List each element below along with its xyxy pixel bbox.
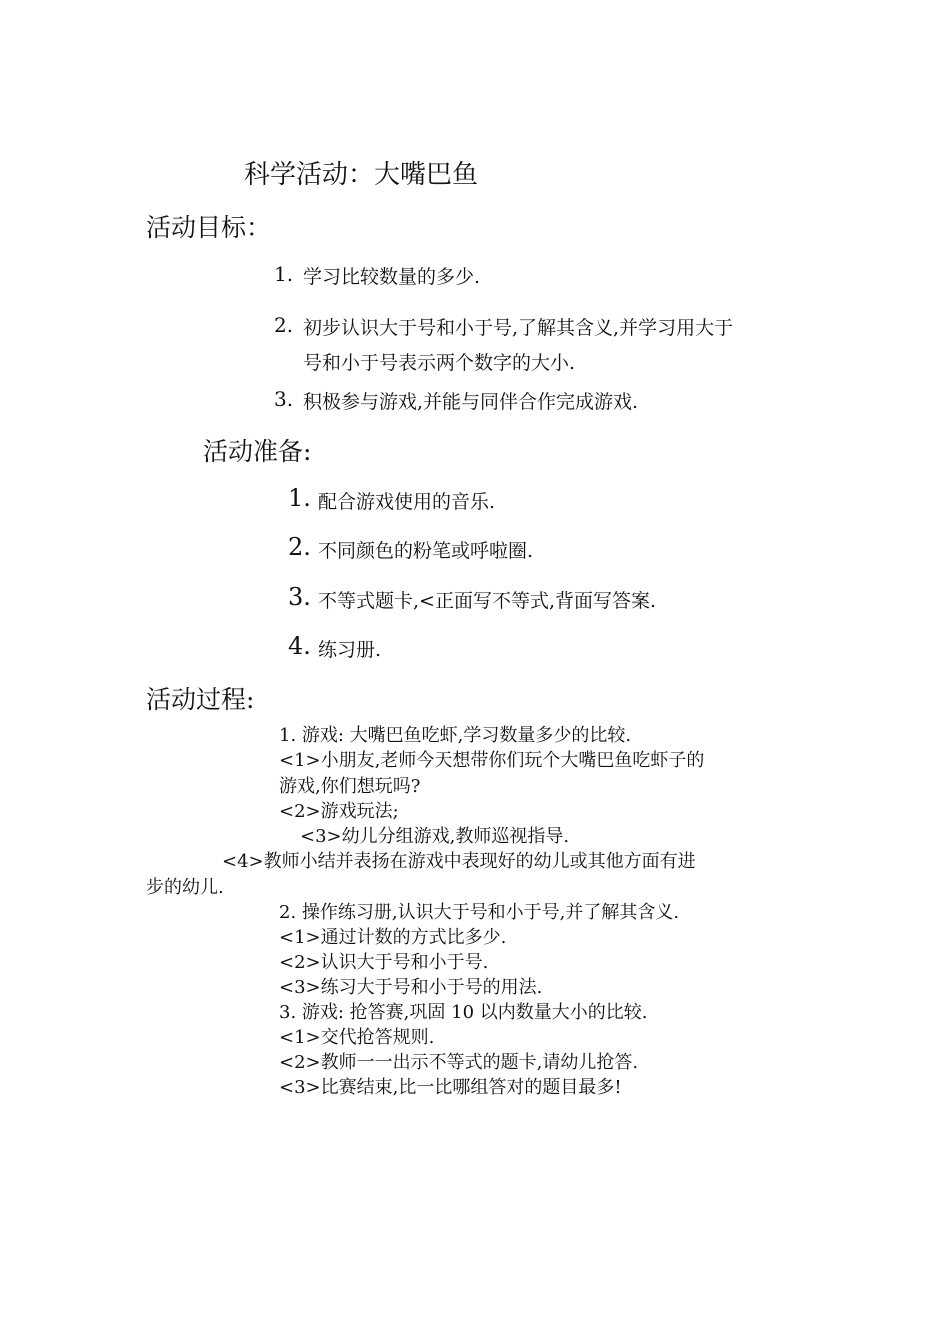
process-line: 3. 游戏: 抢答赛,巩固 10 以内数量大小的比较.: [279, 1002, 648, 1023]
prep-2-text: 不同颜色的粉笔或呼啦圈.: [318, 540, 534, 562]
process-line: <3>练习大于号和小于号的用法.: [279, 977, 543, 998]
goal-2-text-line-1: 初步认识大于号和小于号,了解其含义,并学习用大于: [303, 317, 734, 339]
goal-2-number: 2.: [274, 313, 294, 337]
prep-3-text: 不等式题卡,<正面写不等式,背面写答案.: [318, 590, 657, 612]
process-line: <1>交代抢答规则.: [279, 1027, 435, 1048]
prep-3-number: 3.: [288, 583, 311, 611]
goal-2-text-line-2: 号和小于号表示两个数字的大小.: [303, 352, 576, 374]
process-line: <2>游戏玩法;: [279, 801, 399, 822]
goal-1-text: 学习比较数量的多少.: [303, 266, 481, 288]
process-line: 1. 游戏: 大嘴巴鱼吃虾,学习数量多少的比较.: [279, 725, 632, 746]
prep-1-number: 1.: [288, 484, 311, 512]
process-line: <2>教师一一出示不等式的题卡,请幼儿抢答.: [279, 1052, 639, 1073]
prep-4-number: 4.: [288, 632, 311, 660]
prep-2-number: 2.: [288, 533, 311, 561]
process-line: <3>比赛结束,比一比哪组答对的题目最多!: [279, 1077, 622, 1098]
process-line: <1>小朋友,老师今天想带你们玩个大嘴巴鱼吃虾子的: [279, 750, 705, 771]
process-line: 2. 操作练习册,认识大于号和小于号,并了解其含义.: [279, 902, 680, 923]
goal-3-text: 积极参与游戏,并能与同伴合作完成游戏.: [303, 391, 639, 413]
process-line: 游戏,你们想玩吗?: [279, 776, 421, 797]
process-line: <1>通过计数的方式比多少.: [279, 927, 507, 948]
process-line: 步的幼儿.: [146, 877, 224, 898]
preparation-heading: 活动准备:: [203, 437, 312, 466]
process-line: <3>幼儿分组游戏,教师巡视指导.: [300, 826, 570, 847]
goals-heading: 活动目标：: [146, 213, 272, 242]
process-line: <2>认识大于号和小于号.: [279, 952, 489, 973]
process-line: <4>教师小结并表扬在游戏中表现好的幼儿或其他方面有进: [222, 851, 696, 872]
goal-3-number: 3.: [274, 387, 294, 411]
process-heading: 活动过程:: [146, 685, 255, 714]
prep-1-text: 配合游戏使用的音乐.: [318, 491, 496, 513]
goal-1-number: 1.: [274, 262, 294, 286]
document-title: 科学活动：大嘴巴鱼: [244, 160, 479, 190]
prep-4-text: 练习册.: [318, 639, 382, 661]
